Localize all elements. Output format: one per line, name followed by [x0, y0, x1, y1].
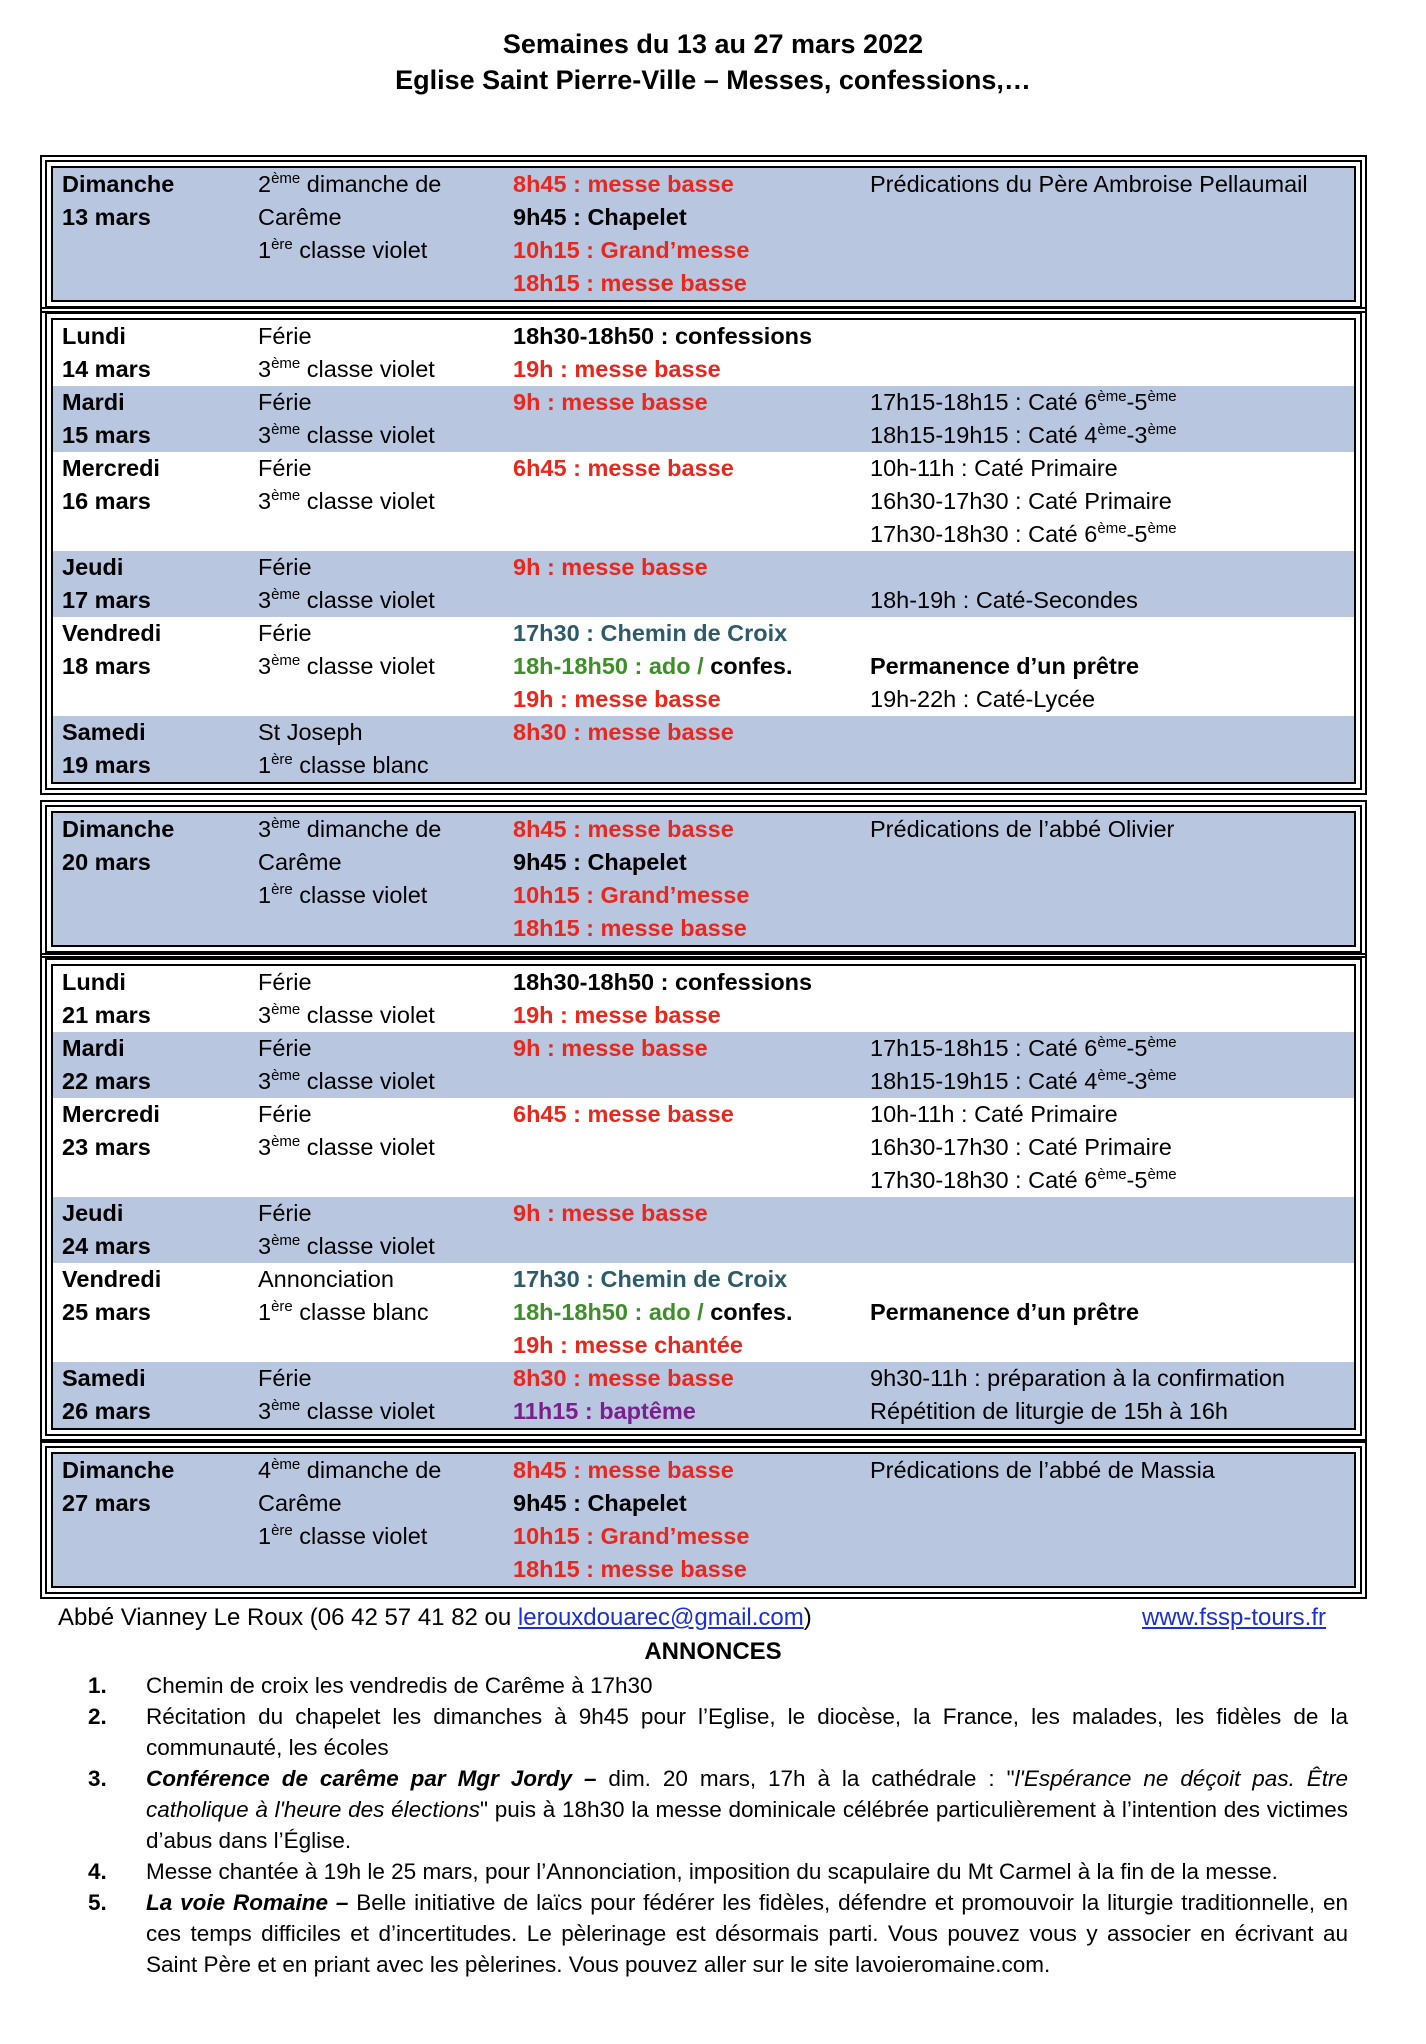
notes-cell — [870, 1032, 1354, 1098]
superscript: ère — [271, 1298, 293, 1315]
note-line: Répétition de liturgie de 15h à 16h — [870, 1398, 1228, 1424]
day-name: Mercredi — [62, 1101, 160, 1127]
superscript: ème — [271, 421, 301, 438]
offices-cell — [513, 966, 870, 1032]
note-line — [870, 617, 1354, 650]
day-cell — [53, 1362, 258, 1428]
day-row — [53, 1032, 1354, 1098]
liturgy-line: Férie — [258, 620, 312, 646]
note-line: 18h15-19h15 : Caté 4ème-3ème — [870, 421, 1177, 448]
offices-cell — [513, 551, 870, 617]
announcement-text: Conférence de carême par Mgr Jordy – dim. 20 mars, 17h à la cathédrale : "l'Espérance ne déçoit pas. Être catholique à l'heure des élections" puis à 18h30 la messe dominicale célébrée particulièrement à l’intention des victimes d’abus dans l’Église. — [146, 1766, 1349, 1853]
week-block — [40, 953, 1367, 1441]
week-block-inner — [51, 318, 1356, 784]
day-cell — [53, 716, 258, 782]
email-link[interactable]: lerouxdouarec@gmail.com — [517, 1604, 804, 1631]
superscript: ème — [271, 1456, 301, 1473]
office-line: 10h15 : Grand’messe — [513, 237, 750, 263]
day-date: 21 mars — [62, 1002, 151, 1028]
website-link[interactable]: www.fssp-tours.fr — [1141, 1604, 1326, 1631]
note-line: 17h30-18h30 : Caté 6ème-5ème — [870, 520, 1177, 547]
day-name: Jeudi — [62, 1200, 124, 1226]
superscript: ème — [1097, 1166, 1127, 1183]
day-cell — [53, 1197, 258, 1263]
superscript: ème — [1097, 388, 1127, 405]
note-line: 17h30-18h30 : Caté 6ème-5ème — [870, 1166, 1177, 1193]
day-row — [53, 1098, 1354, 1197]
note-line: 18h15-19h15 : Caté 4ème-3ème — [870, 1067, 1177, 1094]
day-row — [53, 966, 1354, 1032]
office-line: 18h15 : messe basse — [513, 915, 747, 941]
office-line: 9h : messe basse — [513, 1200, 708, 1226]
superscript: ère — [271, 881, 293, 898]
week-block — [40, 800, 1367, 958]
day-date: 18 mars — [62, 653, 151, 679]
day-name: Samedi — [62, 1365, 146, 1391]
day-name: Dimanche — [62, 171, 175, 197]
superscript: ème — [271, 355, 301, 372]
contact-footer — [58, 1602, 1326, 1634]
day-name: Lundi — [62, 323, 126, 349]
day-name: Vendredi — [62, 620, 162, 646]
note-line: 18h-19h : Caté-Secondes — [870, 587, 1138, 613]
note-line — [870, 1263, 1354, 1296]
offices-cell — [513, 617, 870, 716]
liturgy-line: 1ère classe violet — [258, 236, 428, 263]
note-line: 9h30-11h : préparation à la confirmation — [870, 1365, 1285, 1391]
superscript: ème — [1147, 388, 1177, 405]
superscript: ème — [271, 1067, 301, 1084]
day-date: 13 mars — [62, 204, 151, 230]
day-cell — [53, 966, 258, 1032]
day-date: 20 mars — [62, 849, 151, 875]
notes-cell — [870, 1362, 1354, 1428]
notes-cell — [870, 452, 1354, 551]
office-line: 19h : messe basse — [513, 686, 721, 712]
announcement-item — [88, 1701, 1348, 1763]
office-line: 10h15 : Grand’messe — [513, 882, 750, 908]
liturgy-cell — [258, 452, 513, 551]
office-line: 19h : messe chantée — [513, 1332, 743, 1358]
note-bold: Permanence d’un prêtre — [870, 653, 1140, 679]
announcements-list — [88, 1670, 1348, 1980]
liturgy-line: 1ère classe blanc — [258, 751, 429, 778]
liturgy-cell — [258, 1098, 513, 1197]
notes-cell — [870, 1197, 1354, 1263]
offices-cell — [513, 813, 870, 945]
day-name: Vendredi — [62, 1266, 162, 1292]
note-line — [870, 1296, 1354, 1329]
office-line: 17h30 : Chemin de Croix — [513, 620, 788, 646]
superscript: ème — [1097, 421, 1127, 438]
note-line — [870, 650, 1354, 683]
liturgy-line: Férie — [258, 323, 312, 349]
liturgy-line: 3ème classe violet — [258, 652, 435, 679]
day-name: Lundi — [62, 969, 126, 995]
announcement-item — [88, 1887, 1348, 1980]
office-part: confes. — [703, 653, 793, 679]
day-cell — [53, 1032, 258, 1098]
day-date: 27 mars — [62, 1490, 151, 1516]
office-line: 18h15 : messe basse — [513, 270, 747, 296]
note-line: 10h-11h : Caté Primaire — [870, 1101, 1118, 1127]
liturgy-line: 3ème classe violet — [258, 487, 435, 514]
day-date: 23 mars — [62, 1134, 151, 1160]
announcement-heading: La voie Romaine – — [146, 1890, 349, 1915]
superscript: ème — [271, 1232, 301, 1249]
notes-cell — [870, 1263, 1354, 1362]
announcement-text: Récitation du chapelet les dimanches à 9h45 pour l’Eglise, le diocèse, la France, les malades, les fidèles de la communauté, les écoles — [146, 1704, 1348, 1760]
office-line: 10h15 : Grand’messe — [513, 1523, 750, 1549]
announcement-item — [88, 1856, 1348, 1887]
day-cell — [53, 452, 258, 551]
superscript: ème — [271, 652, 301, 669]
office-line: 9h45 : Chapelet — [513, 849, 687, 875]
day-date: 22 mars — [62, 1068, 151, 1094]
offices-cell — [513, 1032, 870, 1098]
day-name: Samedi — [62, 719, 146, 745]
note-line: 10h-11h : Caté Primaire — [870, 455, 1118, 481]
day-row — [53, 168, 1354, 300]
office-line: 8h45 : messe basse — [513, 816, 734, 842]
day-row — [53, 386, 1354, 452]
announcement-number: 1. — [88, 1673, 107, 1698]
notes-cell — [870, 386, 1354, 452]
day-date: 16 mars — [62, 488, 151, 514]
day-date: 15 mars — [62, 422, 151, 448]
liturgy-line: 3ème classe violet — [258, 1067, 435, 1094]
announcement-item — [88, 1670, 1348, 1701]
liturgy-cell — [258, 716, 513, 782]
day-date: 24 mars — [62, 1233, 151, 1259]
note-line: 16h30-17h30 : Caté Primaire — [870, 1134, 1172, 1160]
office-line: 19h : messe basse — [513, 356, 721, 382]
office-line: 8h45 : messe basse — [513, 171, 734, 197]
liturgy-cell — [258, 1263, 513, 1362]
day-date: 14 mars — [62, 356, 151, 382]
day-row — [53, 1197, 1354, 1263]
liturgy-line: Férie — [258, 389, 312, 415]
announcement-text: Messe chantée à 19h le 25 mars, pour l’Annonciation, imposition du scapulaire du Mt Carmel à la fin de la messe. — [146, 1859, 1278, 1884]
notes-cell — [870, 168, 1354, 300]
contact-text: Abbé Vianney Le Roux (06 42 57 41 82 ou — [58, 1604, 518, 1631]
day-cell — [53, 320, 258, 386]
day-cell — [53, 813, 258, 945]
notes-cell — [870, 966, 1354, 1032]
day-row — [53, 320, 1354, 386]
superscript: ème — [1147, 520, 1177, 537]
office-part: 18h-18h50 : ado / — [513, 1299, 704, 1325]
liturgy-cell — [258, 966, 513, 1032]
superscript: ème — [271, 1001, 301, 1018]
offices-cell — [513, 1362, 870, 1428]
liturgy-cell — [258, 168, 513, 300]
offices-cell — [513, 452, 870, 551]
announcement-text: Chemin de croix les vendredis de Carême à 17h30 — [146, 1673, 653, 1698]
notes-cell — [870, 1098, 1354, 1197]
note-line: Prédications du Père Ambroise Pellaumail — [870, 171, 1308, 197]
superscript: ème — [1147, 421, 1177, 438]
offices-cell — [513, 168, 870, 300]
liturgy-line: Carême — [258, 204, 342, 230]
liturgy-line: 1ère classe violet — [258, 1522, 428, 1549]
office-line: 18h30-18h50 : confessions — [513, 323, 813, 349]
liturgy-line: Férie — [258, 1365, 312, 1391]
office-line: 18h15 : messe basse — [513, 1556, 747, 1582]
note-line — [870, 551, 1354, 584]
day-row — [53, 452, 1354, 551]
liturgy-line: Férie — [258, 1035, 312, 1061]
day-date: 26 mars — [62, 1398, 151, 1424]
liturgy-line: 3ème classe violet — [258, 586, 435, 613]
announcement-item — [88, 1763, 1348, 1856]
week-block-inner — [51, 1452, 1356, 1588]
day-name: Jeudi — [62, 554, 124, 580]
day-date: 19 mars — [62, 752, 151, 778]
liturgy-line: 2ème dimanche de — [258, 170, 442, 197]
title-line-1: Semaines du 13 au 27 mars 2022 — [502, 29, 924, 59]
contact-suffix: ) — [803, 1604, 812, 1631]
day-date: 25 mars — [62, 1299, 151, 1325]
note-bold: Permanence d’un prêtre — [870, 1299, 1140, 1325]
page-title — [0, 26, 1426, 98]
office-part: confes. — [703, 1299, 793, 1325]
day-cell — [53, 1263, 258, 1362]
superscript: ème — [271, 1397, 301, 1414]
notes-cell — [870, 716, 1354, 782]
office-line: 9h45 : Chapelet — [513, 1490, 687, 1516]
liturgy-cell — [258, 617, 513, 716]
office-line: 6h45 : messe basse — [513, 1101, 734, 1127]
day-name: Mardi — [62, 1035, 125, 1061]
liturgy-line: Carême — [258, 849, 342, 875]
office-line: 8h45 : messe basse — [513, 1457, 734, 1483]
offices-cell — [513, 716, 870, 782]
superscript: ère — [271, 1522, 293, 1539]
liturgy-line: Férie — [258, 1200, 312, 1226]
liturgy-line: 3ème dimanche de — [258, 815, 442, 842]
day-cell — [53, 551, 258, 617]
office-line: 6h45 : messe basse — [513, 455, 734, 481]
liturgy-cell — [258, 386, 513, 452]
liturgy-line: Férie — [258, 455, 312, 481]
day-name: Dimanche — [62, 816, 175, 842]
offices-cell — [513, 1454, 870, 1586]
day-date: 17 mars — [62, 587, 151, 613]
week-block — [40, 155, 1367, 313]
day-cell — [53, 1098, 258, 1197]
superscript: ème — [1147, 1034, 1177, 1051]
liturgy-line: 4ème dimanche de — [258, 1456, 442, 1483]
office-part: 18h-18h50 : ado / — [513, 653, 704, 679]
day-row — [53, 1454, 1354, 1586]
superscript: ème — [1097, 1034, 1127, 1051]
liturgy-line: 3ème classe violet — [258, 355, 435, 382]
liturgy-line: Carême — [258, 1490, 342, 1516]
liturgy-cell — [258, 320, 513, 386]
note-line: Prédications de l’abbé de Massia — [870, 1457, 1215, 1483]
office-line: 17h30 : Chemin de Croix — [513, 1266, 788, 1292]
office-line: 9h : messe basse — [513, 389, 708, 415]
day-name: Mardi — [62, 389, 125, 415]
superscript: ère — [271, 236, 293, 253]
liturgy-line: Férie — [258, 554, 312, 580]
office-line: 8h30 : messe basse — [513, 719, 734, 745]
liturgy-line: Férie — [258, 969, 312, 995]
liturgy-cell — [258, 1454, 513, 1586]
day-cell — [53, 1454, 258, 1586]
liturgy-cell — [258, 1362, 513, 1428]
announcement-number: 2. — [88, 1704, 107, 1729]
office-line — [513, 650, 870, 683]
office-line: 9h : messe basse — [513, 554, 708, 580]
day-row — [53, 716, 1354, 782]
superscript: ème — [271, 815, 301, 832]
superscript: ème — [1147, 1166, 1177, 1183]
day-row — [53, 1362, 1354, 1428]
note-line: 19h-22h : Caté-Lycée — [870, 686, 1096, 712]
announcement-text: La voie Romaine – Belle initiative de laïcs pour fédérer les fidèles, défendre et promouvoir la liturgie traditionnelle, en ces temps difficiles et d’incertitudes. Le pèlerinage est désormais parti. Vous pouvez vous y associer en écrivant au Saint Père et en priant avec les pèlerines. Vous pouvez aller sur le site lavoieromaine.com. — [146, 1890, 1348, 1977]
offices-cell — [513, 320, 870, 386]
superscript: ème — [271, 487, 301, 504]
day-row — [53, 617, 1354, 716]
office-line: 18h30-18h50 : confessions — [513, 969, 813, 995]
week-block-inner — [51, 811, 1356, 947]
announcement-number: 4. — [88, 1859, 107, 1884]
office-line: 9h : messe basse — [513, 1035, 708, 1061]
week-block — [40, 1441, 1367, 1599]
offices-cell — [513, 1197, 870, 1263]
day-cell — [53, 386, 258, 452]
superscript: ème — [271, 586, 301, 603]
announcements-title: ANNONCES — [644, 1638, 782, 1665]
notes-cell — [870, 1454, 1354, 1586]
liturgy-cell — [258, 551, 513, 617]
week-block-inner — [51, 166, 1356, 302]
offices-cell — [513, 1098, 870, 1197]
offices-cell — [513, 386, 870, 452]
day-row — [53, 813, 1354, 945]
announcement-number: 5. — [88, 1890, 107, 1915]
day-name: Dimanche — [62, 1457, 175, 1483]
office-line: 11h15 : baptême — [513, 1398, 696, 1424]
liturgy-cell — [258, 1197, 513, 1263]
superscript: ème — [271, 1133, 301, 1150]
week-block-inner — [51, 964, 1356, 1430]
day-name: Mercredi — [62, 455, 160, 481]
superscript: ème — [1097, 520, 1127, 537]
office-line: 19h : messe basse — [513, 1002, 721, 1028]
day-cell — [53, 617, 258, 716]
liturgy-line: St Joseph — [258, 719, 363, 745]
liturgy-line: 3ème classe violet — [258, 421, 435, 448]
superscript: ème — [271, 170, 301, 187]
announcement-heading: Conférence de carême par Mgr Jordy – — [146, 1766, 597, 1791]
office-line: 9h45 : Chapelet — [513, 204, 687, 230]
note-line: 17h15-18h15 : Caté 6ème-5ème — [870, 388, 1177, 415]
note-line: Prédications de l’abbé Olivier — [870, 816, 1175, 842]
liturgy-cell — [258, 1032, 513, 1098]
superscript: ème — [1097, 1067, 1127, 1084]
day-row — [53, 551, 1354, 617]
offices-cell — [513, 1263, 870, 1362]
superscript: ème — [1147, 1067, 1177, 1084]
notes-cell — [870, 551, 1354, 617]
announcement-quote: l'Espérance ne déçoit pas. Être catholique à l'heure des élections — [146, 1766, 1349, 1822]
notes-cell — [870, 813, 1354, 945]
notes-cell — [870, 320, 1354, 386]
liturgy-line: Annonciation — [258, 1266, 394, 1292]
liturgy-cell — [258, 813, 513, 945]
day-cell — [53, 168, 258, 300]
announcement-number: 3. — [88, 1766, 107, 1791]
liturgy-line: 3ème classe violet — [258, 1232, 435, 1259]
note-line: 17h15-18h15 : Caté 6ème-5ème — [870, 1034, 1177, 1061]
liturgy-line: 1ère classe violet — [258, 881, 428, 908]
office-line — [513, 1296, 870, 1329]
week-block — [40, 307, 1367, 795]
liturgy-line: Férie — [258, 1101, 312, 1127]
title-line-2: Eglise Saint Pierre-Ville – Messes, confessions,… — [395, 65, 1031, 95]
liturgy-line: 3ème classe violet — [258, 1133, 435, 1160]
liturgy-line: 1ère classe blanc — [258, 1298, 429, 1325]
office-line: 8h30 : messe basse — [513, 1365, 734, 1391]
liturgy-line: 3ème classe violet — [258, 1397, 435, 1424]
note-line: 16h30-17h30 : Caté Primaire — [870, 488, 1172, 514]
day-row — [53, 1263, 1354, 1362]
liturgy-line: 3ème classe violet — [258, 1001, 435, 1028]
superscript: ère — [271, 751, 293, 768]
notes-cell — [870, 617, 1354, 716]
